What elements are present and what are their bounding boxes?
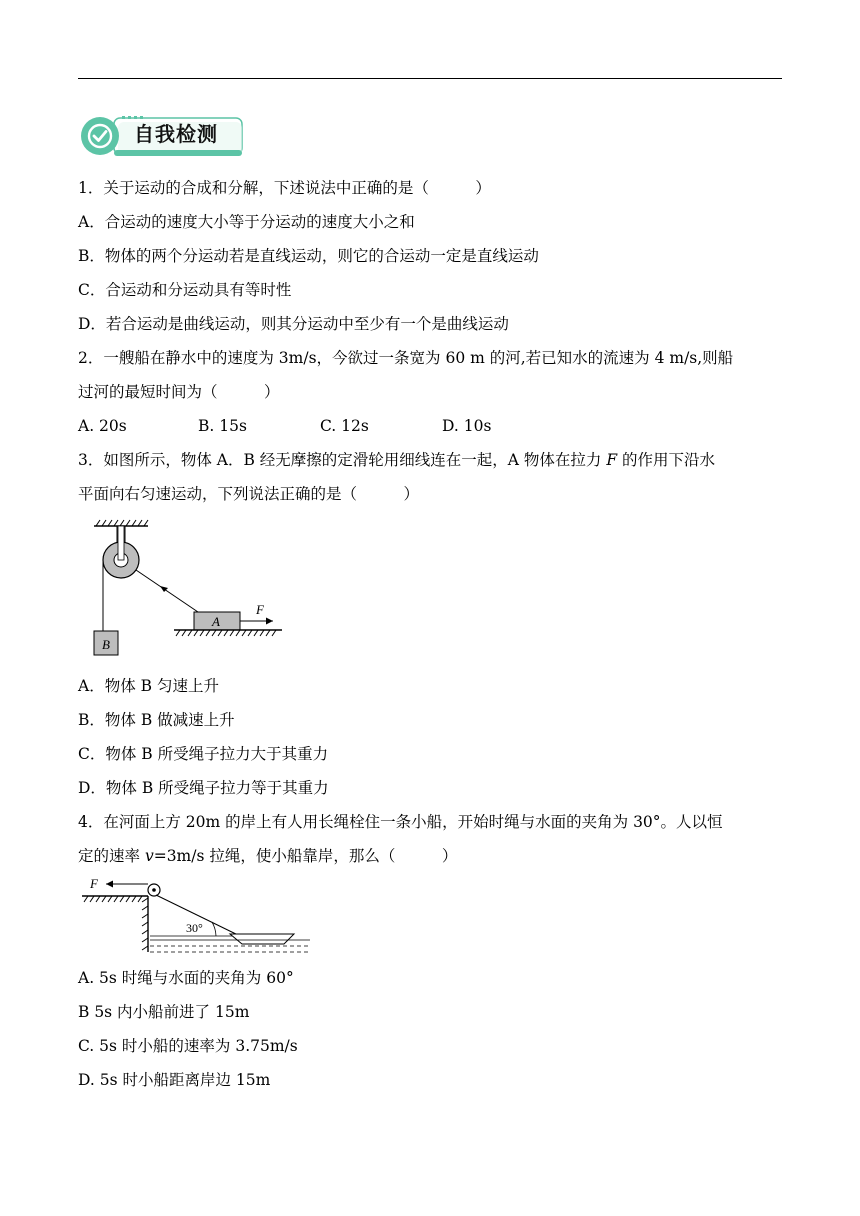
q1-option-d: D．若合运动是曲线运动，则其分运动中至少有一个是曲线运动 xyxy=(78,315,509,333)
q4-option-b: B 5s 内小船前进了 15m xyxy=(78,1003,250,1021)
q3-option-a: A．物体 B 匀速上升 xyxy=(78,677,219,695)
q4-option-d: D. 5s 时小船距离岸边 15m xyxy=(78,1071,271,1089)
q1-option-b: B．物体的两个分运动若是直线运动，则它的合运动一定是直线运动 xyxy=(78,247,539,265)
q1-option-c: C．合运动和分运动具有等时性 xyxy=(78,281,292,299)
section-title: 自我检测 xyxy=(134,122,218,146)
angle-label: 30° xyxy=(186,921,203,935)
q3-option-d: D．物体 B 所受绳子拉力等于其重力 xyxy=(78,779,329,797)
q1-stem: 1．关于运动的合成和分解，下述说法中正确的是（ ） xyxy=(78,179,491,197)
force-f-label: F xyxy=(90,876,98,891)
q4-stem-line1: 4．在河面上方 20m 的岸上有人用长绳栓住一条小船，开始时绳与水面的夹角为 30°。人以恒 xyxy=(78,813,723,831)
q4-option-c: C. 5s 时小船的速率为 3.75m/s xyxy=(78,1037,298,1055)
pulley-diagram xyxy=(88,518,293,658)
q2-option-a: A. 20s xyxy=(78,417,127,435)
q2-stem-line2: 过河的最短时间为（ ） xyxy=(78,383,280,401)
header-rule xyxy=(78,78,782,79)
q2-option-b: B. 15s xyxy=(198,417,247,435)
q2-option-c: C. 12s xyxy=(320,417,369,435)
force-f-label: F xyxy=(256,602,264,617)
q3-stem-line2: 平面向右匀速运动，下列说法正确的是（ ） xyxy=(78,485,420,503)
q1-option-a: A．合运动的速度大小等于分运动的速度大小之和 xyxy=(78,213,415,231)
q3-option-c: C．物体 B 所受绳子拉力大于其重力 xyxy=(78,745,329,763)
q2-option-d: D. 10s xyxy=(442,417,492,435)
boat-diagram xyxy=(80,872,312,956)
q3-stem-line1: 3．如图所示，物体 A．B 经无摩擦的定滑轮用细线连在一起，A 物体在拉力 F 的作用下沿水 xyxy=(78,451,716,469)
q4-stem-line2: 定的速率 v=3m/s 拉绳，使小船靠岸，那么（ ） xyxy=(78,847,458,865)
block-b-label: B xyxy=(102,637,110,652)
q4-option-a: A. 5s 时绳与水面的夹角为 60° xyxy=(78,969,294,987)
q3-option-b: B．物体 B 做减速上升 xyxy=(78,711,235,729)
q2-stem-line1: 2．一艘船在静水中的速度为 3m/s，今欲过一条宽为 60 m 的河,若已知水的流速为 4 m/s,则船 xyxy=(78,349,734,367)
block-a-label: A xyxy=(212,614,220,629)
